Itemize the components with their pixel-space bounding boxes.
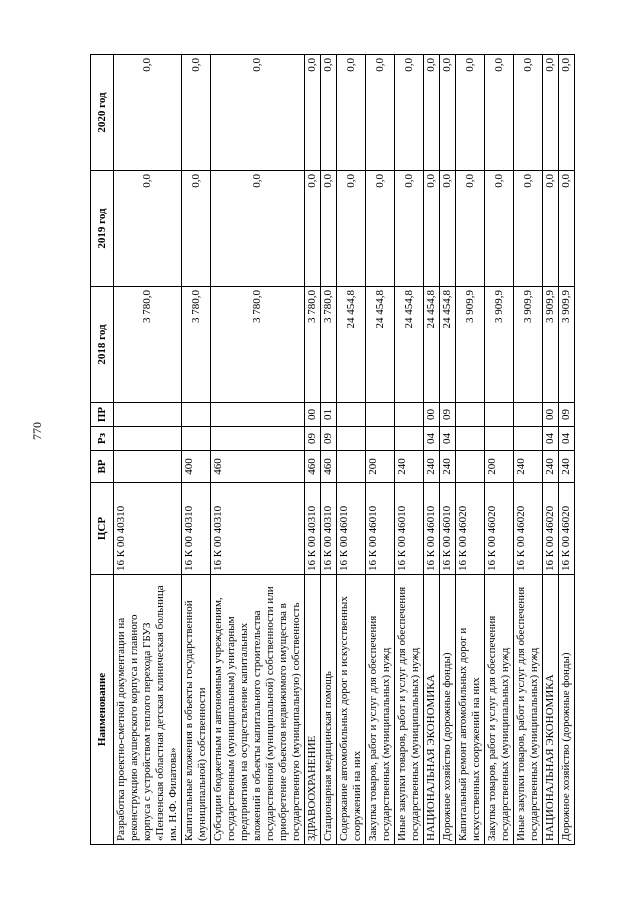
cell-csr: 16 К 00 46020 <box>456 483 485 575</box>
cell-2020: 0,0 <box>305 55 321 171</box>
cell-2018: 3 909,9 <box>456 287 485 403</box>
cell-2018: 24 454,8 <box>337 287 366 403</box>
cell-csr: 16 К 00 46020 <box>485 483 514 575</box>
cell-2020: 0,0 <box>337 55 366 171</box>
header-2018: 2018 год <box>91 287 114 403</box>
cell-vr: 200 <box>366 451 395 483</box>
cell-2018: 3 780,0 <box>211 287 305 403</box>
cell-2019: 0,0 <box>337 171 366 287</box>
cell-2018: 3 780,0 <box>114 287 182 403</box>
cell-2019: 0,0 <box>321 171 337 287</box>
cell-2020: 0,0 <box>514 55 543 171</box>
cell-name: Закупка товаров, работ и услуг для обеспечения государственных (муниципальных) нужд <box>485 575 514 845</box>
table-row <box>514 55 543 845</box>
cell-csr: 16 К 00 40310 <box>321 483 337 575</box>
cell-rz <box>337 427 366 451</box>
cell-2018: 3 780,0 <box>321 287 337 403</box>
cell-csr: 16 К 00 40310 <box>305 483 321 575</box>
cell-rz: 04 <box>424 427 440 451</box>
cell-csr: 16 К 00 46010 <box>395 483 424 575</box>
cell-pr <box>395 403 424 427</box>
cell-2018: 3 909,9 <box>559 287 575 403</box>
cell-2018: 3 909,9 <box>514 287 543 403</box>
cell-2019: 0,0 <box>456 171 485 287</box>
cell-2019: 0,0 <box>440 171 456 287</box>
cell-pr <box>182 403 211 427</box>
page-number: 770 <box>30 422 44 440</box>
table-row <box>395 55 424 845</box>
cell-rz: 04 <box>559 427 575 451</box>
cell-2018: 3 780,0 <box>182 287 211 403</box>
cell-2019: 0,0 <box>395 171 424 287</box>
cell-name: Стационарная медицинская помощь <box>321 575 337 845</box>
cell-name: Субсидии бюджетным и автономным учреждениям, государственным (муниципальным) унитарным предприятиям на осуществление капитальных вложений в объекты капитального строительства государственной (муниципальной) собственности или приобретение объектов недвижимого имущества в государственную (муниципальную) собственность <box>211 575 305 845</box>
cell-2018: 24 454,8 <box>440 287 456 403</box>
cell-vr <box>114 451 182 483</box>
cell-pr <box>366 403 395 427</box>
cell-vr: 240 <box>514 451 543 483</box>
cell-rz <box>114 427 182 451</box>
cell-vr: 400 <box>182 451 211 483</box>
header-vr: ВР <box>91 451 114 483</box>
cell-pr: 09 <box>440 403 456 427</box>
cell-2018: 3 909,9 <box>543 287 559 403</box>
cell-name: Иные закупки товаров, работ и услуг для обеспечения государственных (муниципальных) нужд <box>514 575 543 845</box>
cell-csr: 16 К 00 40310 <box>182 483 211 575</box>
table-row <box>337 55 366 845</box>
table-row <box>559 55 575 845</box>
cell-vr <box>456 451 485 483</box>
cell-name: Разработка проектно-сметной документации на реконструкцию акушерского корпуса и главного корпуса с устройством теплого перехода ГБУЗ «Пензенская областная детская клиническая больница им. Н.Ф. Филатова» <box>114 575 182 845</box>
cell-2020: 0,0 <box>543 55 559 171</box>
cell-csr: 16 К 00 46010 <box>440 483 456 575</box>
cell-vr: 240 <box>559 451 575 483</box>
cell-rz <box>514 427 543 451</box>
cell-vr <box>337 451 366 483</box>
table-row <box>182 55 211 845</box>
cell-2020: 0,0 <box>366 55 395 171</box>
cell-vr: 460 <box>321 451 337 483</box>
budget-table <box>90 54 575 845</box>
cell-name: Закупка товаров, работ и услуг для обеспечения государственных (муниципальных) нужд <box>366 575 395 845</box>
cell-csr: 16 К 00 46020 <box>559 483 575 575</box>
cell-2018: 3 780,0 <box>305 287 321 403</box>
cell-vr: 460 <box>211 451 305 483</box>
cell-name: Содержание автомобильных дорог и искусственных сооружений на них <box>337 575 366 845</box>
cell-2019: 0,0 <box>559 171 575 287</box>
cell-pr <box>114 403 182 427</box>
cell-2019: 0,0 <box>366 171 395 287</box>
table-row <box>485 55 514 845</box>
cell-2018: 3 909,9 <box>485 287 514 403</box>
cell-csr: 16 К 00 46020 <box>543 483 559 575</box>
cell-rz: 04 <box>440 427 456 451</box>
cell-vr: 240 <box>543 451 559 483</box>
cell-2019: 0,0 <box>424 171 440 287</box>
cell-name: Дорожное хозяйство (дорожные фонды) <box>559 575 575 845</box>
cell-2019: 0,0 <box>182 171 211 287</box>
table-header-row <box>91 55 114 845</box>
cell-name: Иные закупки товаров, работ и услуг для обеспечения государственных (муниципальных) нужд <box>395 575 424 845</box>
cell-pr: 00 <box>305 403 321 427</box>
cell-2020: 0,0 <box>485 55 514 171</box>
cell-2019: 0,0 <box>485 171 514 287</box>
table-row <box>366 55 395 845</box>
cell-rz <box>395 427 424 451</box>
cell-2020: 0,0 <box>395 55 424 171</box>
cell-2019: 0,0 <box>114 171 182 287</box>
cell-name: Капитальные вложения в объекты государственной (муниципальной) собственности <box>182 575 211 845</box>
cell-2019: 0,0 <box>211 171 305 287</box>
table-row <box>543 55 559 845</box>
cell-name: Дорожное хозяйство (дорожные фонды) <box>440 575 456 845</box>
cell-vr: 240 <box>424 451 440 483</box>
cell-vr: 200 <box>485 451 514 483</box>
cell-name: ЗДРАВООХРАНЕНИЕ <box>305 575 321 845</box>
cell-2018: 24 454,8 <box>424 287 440 403</box>
cell-2020: 0,0 <box>182 55 211 171</box>
cell-2019: 0,0 <box>543 171 559 287</box>
header-pr: ПР <box>91 403 114 427</box>
cell-csr: 16 К 00 46010 <box>337 483 366 575</box>
cell-2019: 0,0 <box>514 171 543 287</box>
cell-pr <box>514 403 543 427</box>
cell-csr: 16 К 00 40310 <box>114 483 182 575</box>
cell-2020: 0,0 <box>114 55 182 171</box>
cell-rz <box>485 427 514 451</box>
cell-vr: 240 <box>440 451 456 483</box>
cell-2020: 0,0 <box>211 55 305 171</box>
cell-rz <box>456 427 485 451</box>
cell-csr: 16 К 00 46020 <box>514 483 543 575</box>
header-2020: 2020 год <box>91 55 114 171</box>
cell-rz <box>182 427 211 451</box>
header-name: Наименование <box>91 575 114 845</box>
cell-pr <box>211 403 305 427</box>
cell-rz <box>366 427 395 451</box>
cell-rz: 04 <box>543 427 559 451</box>
cell-pr <box>485 403 514 427</box>
cell-name: НАЦИОНАЛЬНАЯ ЭКОНОМИКА <box>543 575 559 845</box>
table-row <box>424 55 440 845</box>
cell-2020: 0,0 <box>456 55 485 171</box>
cell-pr: 00 <box>543 403 559 427</box>
cell-pr: 00 <box>424 403 440 427</box>
cell-name: Капитальный ремонт автомобильных дорог и искусственных сооружений на них <box>456 575 485 845</box>
cell-csr: 16 К 00 40310 <box>211 483 305 575</box>
cell-rz <box>211 427 305 451</box>
cell-pr: 09 <box>559 403 575 427</box>
cell-vr: 460 <box>305 451 321 483</box>
cell-rz: 09 <box>321 427 337 451</box>
cell-2018: 24 454,8 <box>395 287 424 403</box>
cell-csr: 16 К 00 46010 <box>366 483 395 575</box>
cell-vr: 240 <box>395 451 424 483</box>
table-row <box>321 55 337 845</box>
cell-pr <box>456 403 485 427</box>
table-row <box>305 55 321 845</box>
cell-pr: 01 <box>321 403 337 427</box>
cell-2018: 24 454,8 <box>366 287 395 403</box>
header-rz: Рз <box>91 427 114 451</box>
table-row <box>114 55 182 845</box>
cell-2020: 0,0 <box>424 55 440 171</box>
cell-2019: 0,0 <box>305 171 321 287</box>
table-row <box>456 55 485 845</box>
header-2019: 2019 год <box>91 171 114 287</box>
cell-2020: 0,0 <box>321 55 337 171</box>
cell-name: НАЦИОНАЛЬНАЯ ЭКОНОМИКА <box>424 575 440 845</box>
table-row <box>440 55 456 845</box>
cell-pr <box>337 403 366 427</box>
rotated-table-container <box>90 55 572 845</box>
cell-2020: 0,0 <box>559 55 575 171</box>
table-row <box>211 55 305 845</box>
header-csr: ЦСР <box>91 483 114 575</box>
cell-csr: 16 К 00 46010 <box>424 483 440 575</box>
cell-rz: 09 <box>305 427 321 451</box>
cell-2020: 0,0 <box>440 55 456 171</box>
